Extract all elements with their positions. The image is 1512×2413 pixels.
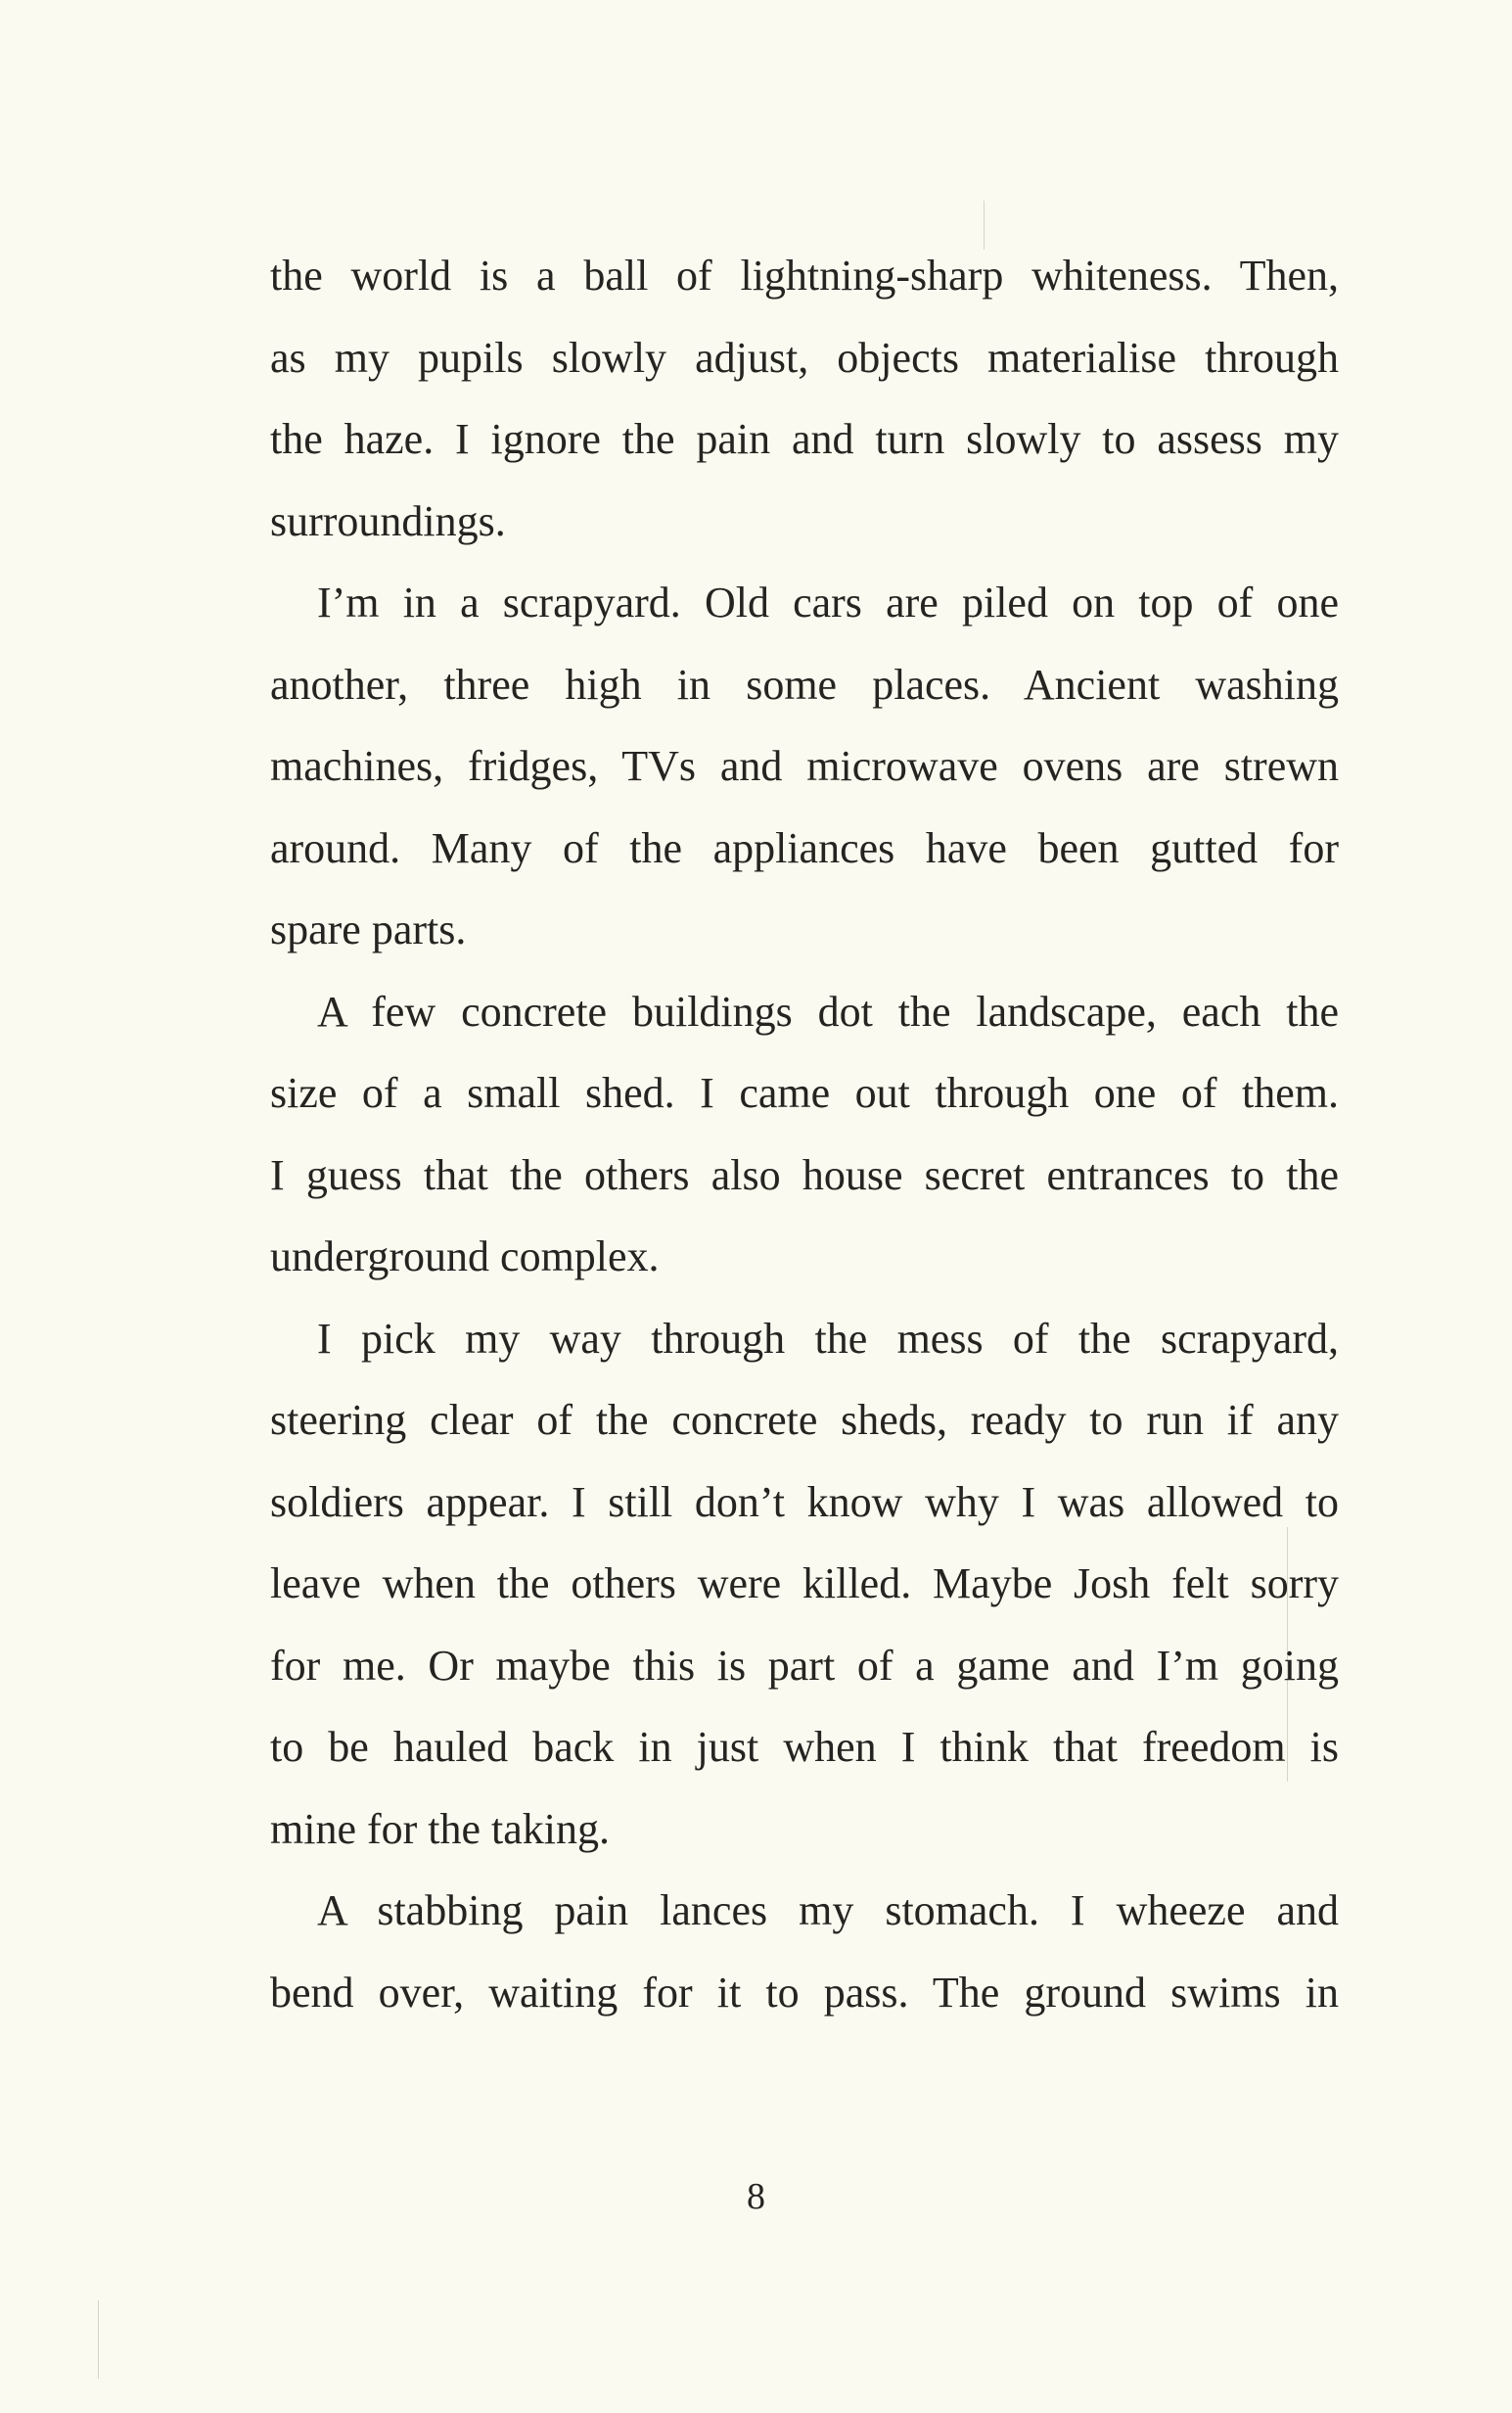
text-line: another, three high in some places. Ancient washing: [270, 660, 1339, 709]
text-line: I guess that the others also house secret entrances to the: [270, 1150, 1339, 1199]
text-line: A few concrete buildings dot the landscape, each the: [317, 987, 1339, 1036]
text-line: leave when the others were killed. Maybe Josh felt sorry: [270, 1559, 1339, 1607]
paragraph: [270, 235, 1339, 562]
paragraph: [270, 1870, 1339, 2033]
text-line: to be hauled back in just when I think that freedom is: [270, 1723, 1339, 1771]
text-line: the world is a ball of lightning-sharp whiteness. Then,: [270, 252, 1339, 300]
scan-artifact-line: [98, 2300, 99, 2379]
text-line: for me. Or maybe this is part of a game and I’m going: [270, 1641, 1339, 1690]
text-line: soldiers appear. I still don’t know why I was allowed to: [270, 1477, 1339, 1526]
text-line: A stabbing pain lances my stomach. I wheeze and: [317, 1886, 1339, 1934]
text-line: bend over, waiting for it to pass. The ground swims in: [270, 1968, 1339, 2017]
text-line: as my pupils slowly adjust, objects materialise through: [270, 333, 1339, 382]
text-line: I pick my way through the mess of the scrapyard,: [317, 1314, 1339, 1363]
text-line: I’m in a scrapyard. Old cars are piled on top of one: [317, 579, 1339, 626]
text-line: spare parts.: [270, 905, 467, 953]
text-line: mine for the taking.: [270, 1804, 611, 1853]
text-line: around. Many of the appliances have been gutted for: [270, 823, 1339, 872]
text-line: machines, fridges, TVs and microwave ovens are strewn: [270, 742, 1339, 790]
body-text: [270, 235, 1339, 2033]
text-line: the haze. I ignore the pain and turn slowly to assess my: [270, 415, 1339, 463]
paragraph: [270, 971, 1339, 1298]
page-number: 8: [747, 2176, 765, 2217]
text-line: steering clear of the concrete sheds, ready to run if any: [270, 1396, 1339, 1444]
text-line: surroundings.: [270, 496, 506, 545]
paragraph: [270, 1298, 1339, 1871]
text-line: underground complex.: [270, 1232, 660, 1280]
paragraph: [270, 562, 1339, 971]
text-line: size of a small shed. I came out through one of them.: [270, 1069, 1339, 1117]
